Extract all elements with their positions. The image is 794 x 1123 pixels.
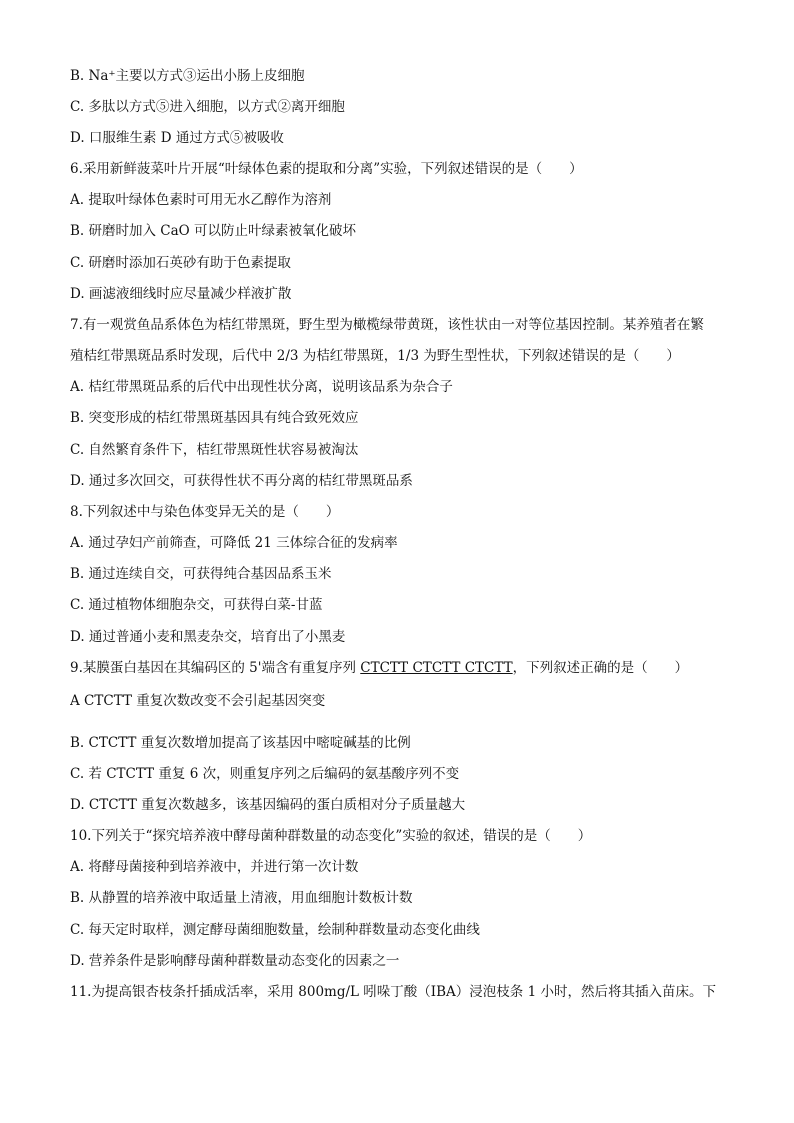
option-8b: B. 通过连续自交，可获得纯合基因品系玉米: [70, 566, 332, 582]
question-9: [70, 658, 730, 678]
question-8: 8.下列叙述中与染色体变异无关的是（ ）: [70, 504, 340, 520]
option-6c: C. 研磨时添加石英砂有助于色素提取: [70, 255, 291, 271]
question-7-cont: 殖桔红带黑斑品系时发现，后代中 2/3 为桔红带黑斑，1/3 为野生型性状，下列叙述错误的是（ ）: [70, 348, 680, 364]
option-5b: B. Na⁺主要以方式③运出小肠上皮细胞: [70, 68, 305, 84]
option-9d: D. CTCTT 重复次数越多，该基因编码的蛋白质相对分子质量越大: [70, 797, 466, 813]
option-7d: D. 通过多次回交，可获得性状不再分离的桔红带黑斑品系: [70, 473, 413, 489]
option-6a: A. 提取叶绿体色素时可用无水乙醇作为溶剂: [70, 192, 332, 208]
question-7: 7.有一观赏鱼品系体色为桔红带黑斑，野生型为橄榄绿带黄斑，该性状由一对等位基因控制。某养殖者在繁: [70, 317, 704, 333]
option-10c: C. 每天定时取样，测定酵母菌细胞数量，绘制种群数量动态变化曲线: [70, 922, 480, 938]
option-10a: A. 将酵母菌接种到培养液中，并进行第一次计数: [70, 859, 359, 875]
option-10b: B. 从静置的培养液中取适量上清液，用血细胞计数板计数: [70, 890, 413, 906]
option-7a: A. 桔红带黑斑品系的后代中出现性状分离，说明该品系为杂合子: [70, 379, 453, 395]
option-5d: D. 口服维生素 D 通过方式⑤被吸收: [70, 130, 284, 146]
option-6d: D. 画滤液细线时应尽量减少样液扩散: [70, 286, 292, 302]
question-9-post: ，下列叙述正确的是（ ）: [512, 660, 689, 676]
option-5c: C. 多肽以方式⑤进入细胞，以方式②离开细胞: [70, 99, 345, 115]
option-8c: C. 通过植物体细胞杂交，可获得白菜-甘蓝: [70, 597, 323, 613]
repeat-sequence: CTCTT CTCTT CTCTT: [360, 660, 513, 676]
question-6: 6.采用新鲜菠菜叶片开展“叶绿体色素的提取和分离”实验，下列叙述错误的是（ ）: [70, 161, 583, 177]
option-7b: B. 突变形成的桔红带黑斑基因具有纯合致死效应: [70, 410, 359, 426]
option-6b: B. 研磨时加入 CaO 可以防止叶绿素被氧化破坏: [70, 223, 357, 239]
option-10d: D. 营养条件是影响酵母菌种群数量动态变化的因素之一: [70, 953, 400, 969]
option-9c: C. 若 CTCTT 重复 6 次，则重复序列之后编码的氨基酸序列不变: [70, 766, 460, 782]
question-10: 10.下列关于“探究培养液中酵母菌种群数量的动态变化”实验的叙述，错误的是（ ）: [70, 828, 592, 844]
option-7c: C. 自然繁育条件下，桔红带黑斑性状容易被淘汰: [70, 442, 359, 458]
question-11: 11.为提高银杏枝条扦插成活率，采用 800mg/L 吲哚丁酸（IBA）浸泡枝条 1 小时，然后将其插入苗床。下: [70, 984, 716, 1000]
option-9a: A CTCTT 重复次数改变不会引起基因突变: [70, 693, 326, 709]
question-9-pre: 9.某膜蛋白基因在其编码区的 5'端含有重复序列: [70, 660, 361, 676]
option-8a: A. 通过孕妇产前筛查，可降低 21 三体综合征的发病率: [70, 535, 398, 551]
option-8d: D. 通过普通小麦和黑麦杂交，培育出了小黑麦: [70, 629, 346, 645]
option-9b: B. CTCTT 重复次数增加提高了该基因中嘧啶碱基的比例: [70, 735, 411, 751]
